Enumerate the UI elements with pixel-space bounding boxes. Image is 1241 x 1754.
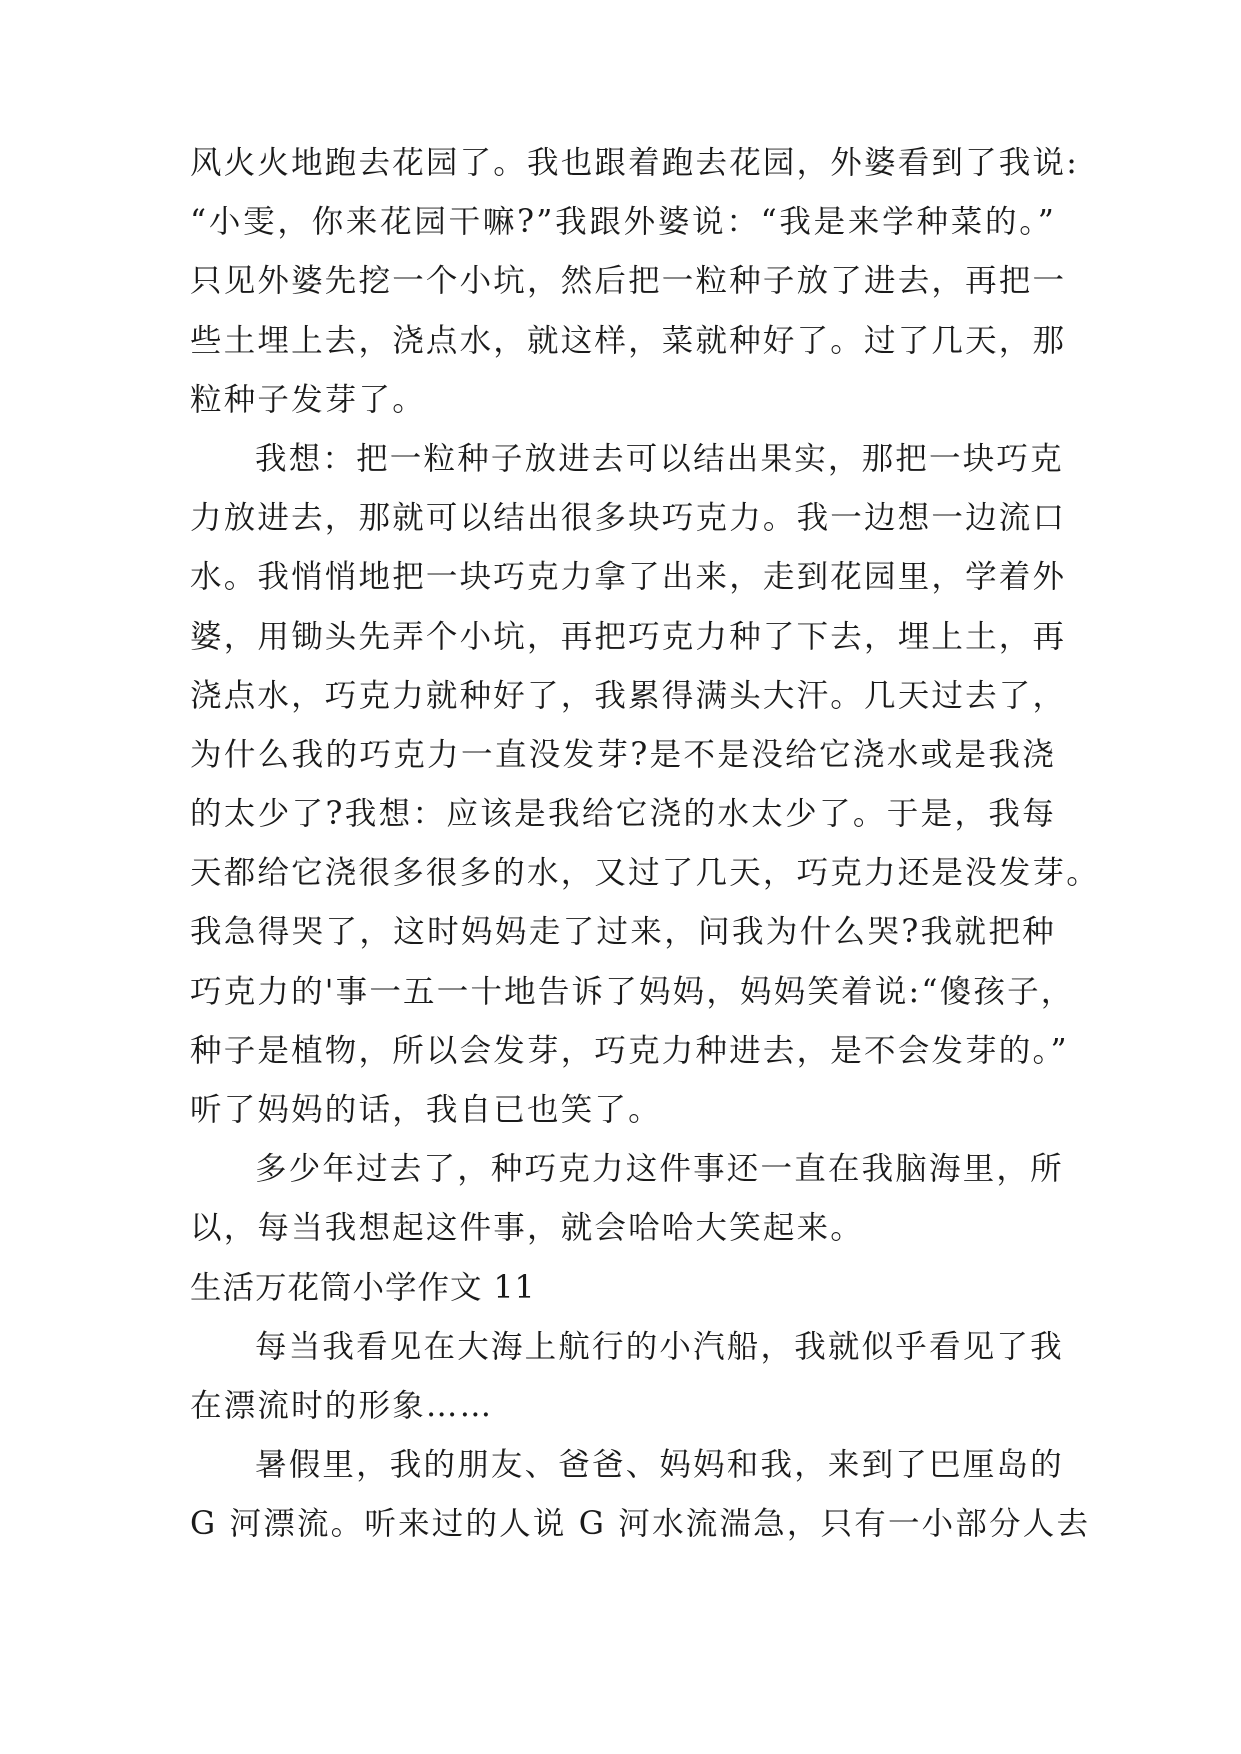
text-line: 力放进去，那就可以结出很多块巧克力。我一边想一边流口 bbox=[190, 500, 1067, 537]
text-line: 巧克力的'事一五一十地告诉了妈妈，妈妈笑着说:“傻孩子， bbox=[190, 973, 1075, 1010]
text-line: 多少年过去了，种巧克力这件事还一直在我脑海里，所 bbox=[255, 1151, 1064, 1188]
text-line: 种子是植物，所以会发芽，巧克力种进去，是不会发芽的。” bbox=[190, 1032, 1069, 1069]
text-line: 浇点水，巧克力就种好了，我累得满头大汗。几天过去了， bbox=[190, 677, 1067, 714]
text-line: 我急得哭了，这时妈妈走了过来，问我为什么哭?我就把种 bbox=[190, 914, 1056, 951]
text-line: 只见外婆先挖一个小坑，然后把一粒种子放了进去，再把一 bbox=[190, 263, 1067, 300]
text-line: 暑假里，我的朋友、爸爸、妈妈和我，来到了巴厘岛的 bbox=[255, 1447, 1064, 1484]
text-line: 风火火地跑去花园了。我也跟着跑去花园，外婆看到了我说: bbox=[190, 145, 1080, 181]
text-line: 以，每当我想起这件事，就会哈哈大笑起来。 bbox=[190, 1210, 865, 1247]
text-line: 水。我悄悄地把一块巧克力拿了出来，走到花园里，学着外 bbox=[190, 559, 1067, 596]
document-body bbox=[190, 134, 1100, 1555]
text-line: 我想：把一粒种子放进去可以结出果实，那把一块巧克 bbox=[255, 440, 1064, 477]
text-line: G 河漂流。听来过的人说 G 河水流湍急，只有一小部分人去 bbox=[190, 1506, 1091, 1543]
text-line: 每当我看见在大海上航行的小汽船，我就似乎看见了我 bbox=[255, 1328, 1064, 1365]
text-line: 的太少了?我想：应该是我给它浇的水太少了。于是，我每 bbox=[190, 796, 1056, 833]
text-line: 粒种子发芽了。 bbox=[190, 381, 426, 418]
text-line: 些土埋上去，浇点水，就这样，菜就种好了。过了几天，那 bbox=[190, 322, 1067, 359]
text-line: “小雯，你来花园干嘛?”我跟外婆说：“我是来学种菜的。” bbox=[190, 204, 1056, 241]
text-line: 婆，用锄头先弄个小坑，再把巧克力种了下去，埋上土，再 bbox=[190, 618, 1067, 655]
text-line: 听了妈妈的话，我自已也笑了。 bbox=[190, 1092, 662, 1128]
section-heading: 生活万花筒小学作文 11 bbox=[190, 1269, 536, 1306]
text-line: 为什么我的巧克力一直没发芽?是不是没给它浇水或是我浇 bbox=[190, 736, 1056, 773]
text-line: 天都给它浇很多很多的水，又过了几天，巧克力还是没发芽。 bbox=[190, 855, 1100, 892]
text-line: 在漂流时的形象…… bbox=[190, 1387, 494, 1424]
